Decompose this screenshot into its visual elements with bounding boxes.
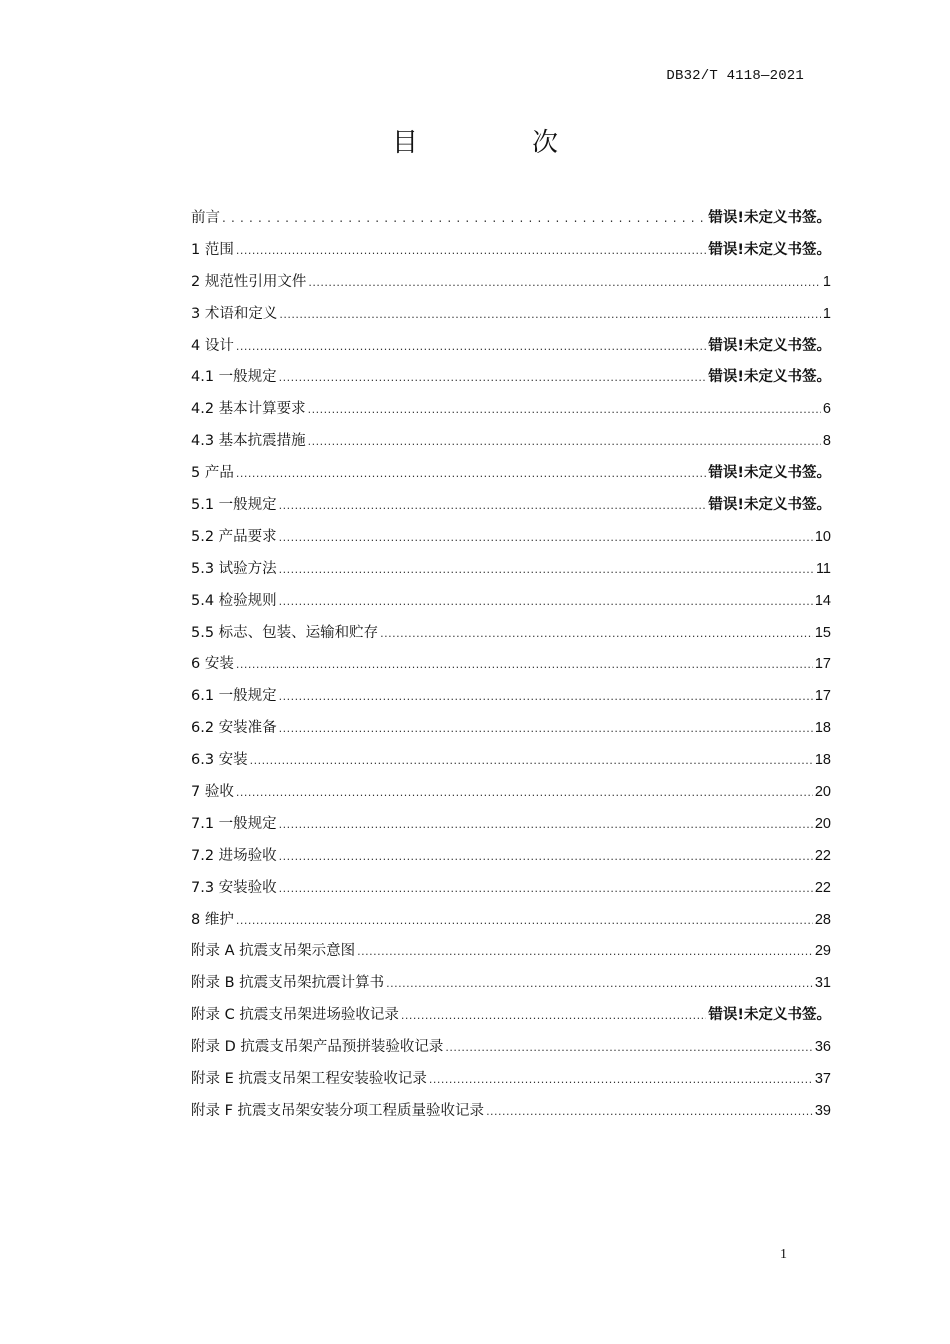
toc-entry[interactable]	[191, 812, 831, 844]
toc-dot-leader	[279, 690, 813, 703]
toc-dot-leader	[279, 850, 813, 863]
toc-entry[interactable]	[191, 1067, 831, 1099]
toc-entry[interactable]	[191, 238, 831, 270]
toc-entry-label: 前言	[191, 210, 220, 226]
toc-entry-label: 7.2 进场验收	[191, 847, 277, 864]
toc-entry-page: 17	[814, 656, 831, 673]
toc-entry-label: 5.5 标志、包装、运输和贮存	[191, 624, 379, 641]
toc-entry[interactable]	[191, 557, 831, 589]
toc-dot-leader	[308, 403, 821, 416]
toc-entry[interactable]	[191, 971, 831, 1003]
toc-entry-page: 错误!未定义书签。	[708, 241, 831, 258]
toc-entry-label: 附录 A 抗震支吊架示意图	[191, 943, 356, 960]
toc-entry-label: 2 规范性引用文件	[191, 273, 307, 290]
toc-list	[191, 206, 831, 1131]
toc-entry-page: 错误!未定义书签。	[708, 210, 831, 226]
toc-dot-leader	[236, 340, 707, 353]
toc-entry-page: 22	[814, 879, 831, 896]
toc-entry[interactable]	[191, 461, 831, 493]
toc-entry-label: 4.3 基本抗震措施	[191, 433, 306, 450]
toc-entry[interactable]	[191, 1099, 831, 1131]
toc-entry[interactable]	[191, 302, 831, 334]
toc-entry[interactable]	[191, 939, 831, 971]
toc-dot-leader	[236, 914, 813, 927]
toc-dot-leader	[429, 1073, 813, 1086]
toc-entry-label: 5.2 产品要求	[191, 528, 277, 545]
document-code: DB32/T 4118—2021	[666, 68, 804, 84]
toc-entry-label: 7 验收	[191, 784, 234, 801]
toc-entry-label: 4 设计	[191, 337, 234, 354]
toc-entry-page: 1	[822, 273, 831, 290]
toc-dot-leader	[236, 786, 813, 799]
toc-dot-leader	[279, 308, 821, 321]
toc-entry-page: 错误!未定义书签。	[708, 497, 831, 514]
toc-entry-label: 附录 D 抗震支吊架产品预拼装验收记录	[191, 1039, 444, 1056]
toc-entry-page: 20	[814, 784, 831, 801]
toc-entry[interactable]	[191, 589, 831, 621]
toc-title: 目 次	[391, 128, 602, 158]
toc-entry-label: 4.1 一般规定	[191, 369, 277, 386]
toc-dot-leader	[250, 754, 813, 767]
toc-entry[interactable]	[191, 493, 831, 525]
toc-entry[interactable]	[191, 621, 831, 653]
toc-entry-page: 错误!未定义书签。	[708, 1007, 831, 1024]
toc-entry[interactable]	[191, 780, 831, 812]
toc-entry-page: 6	[822, 401, 831, 418]
toc-entry[interactable]	[191, 334, 831, 366]
toc-entry-label: 1 范围	[191, 241, 234, 258]
toc-entry-page: 17	[814, 688, 831, 705]
toc-entry[interactable]	[191, 748, 831, 780]
toc-entry-label: 5.1 一般规定	[191, 497, 277, 514]
toc-dot-leader	[279, 818, 813, 831]
toc-dot-leader	[380, 627, 813, 640]
page-number: 1	[780, 1247, 787, 1262]
toc-dot-leader	[279, 499, 707, 512]
toc-entry-page: 37	[814, 1071, 831, 1088]
toc-dot-leader	[445, 1041, 812, 1054]
toc-dot-leader	[357, 945, 813, 958]
toc-entry-page: 15	[814, 624, 831, 641]
toc-entry[interactable]	[191, 270, 831, 302]
toc-entry-label: 7.3 安装验收	[191, 879, 277, 896]
toc-entry-page: 11	[815, 560, 831, 577]
toc-entry-page: 20	[814, 815, 831, 832]
toc-entry[interactable]	[191, 397, 831, 429]
toc-entry-label: 6.3 安装	[191, 752, 248, 769]
toc-entry[interactable]	[191, 1035, 831, 1067]
toc-entry-page: 29	[814, 943, 831, 960]
toc-entry[interactable]	[191, 844, 831, 876]
toc-entry-page: 错误!未定义书签。	[708, 337, 831, 354]
toc-entry-page: 18	[814, 720, 831, 737]
toc-dot-leader	[386, 977, 813, 990]
toc-entry[interactable]	[191, 652, 831, 684]
toc-entry-label: 5 产品	[191, 465, 234, 482]
toc-entry-page: 36	[814, 1039, 831, 1056]
toc-entry-label: 3 术语和定义	[191, 305, 278, 322]
toc-dot-leader	[236, 467, 707, 480]
toc-entry-page: 10	[814, 528, 831, 545]
toc-entry[interactable]	[191, 876, 831, 908]
toc-entry-label: 6.1 一般规定	[191, 688, 277, 705]
toc-entry-page: 31	[814, 975, 831, 992]
toc-dot-leader	[279, 531, 813, 544]
toc-entry-page: 39	[814, 1102, 831, 1119]
toc-entry-label: 附录 B 抗震支吊架抗震计算书	[191, 975, 385, 992]
toc-entry[interactable]	[191, 684, 831, 716]
toc-entry[interactable]	[191, 429, 831, 461]
toc-entry[interactable]	[191, 908, 831, 940]
toc-dot-leader	[222, 211, 706, 225]
toc-entry-page: 28	[814, 911, 831, 928]
toc-dot-leader	[236, 658, 813, 671]
toc-entry[interactable]	[191, 365, 831, 397]
toc-dot-leader	[308, 435, 821, 448]
toc-entry[interactable]	[191, 206, 831, 238]
toc-dot-leader	[279, 371, 707, 384]
toc-dot-leader	[401, 1009, 707, 1022]
toc-entry-label: 附录 F 抗震支吊架安装分项工程质量验收记录	[191, 1102, 485, 1119]
toc-entry[interactable]	[191, 1003, 831, 1035]
toc-entry-page: 错误!未定义书签。	[708, 369, 831, 386]
toc-entry[interactable]	[191, 525, 831, 557]
toc-entry-page: 8	[822, 433, 831, 450]
toc-dot-leader	[236, 244, 707, 257]
toc-entry-page: 1	[822, 305, 831, 322]
toc-entry-label: 6.2 安装准备	[191, 720, 277, 737]
toc-entry-page: 14	[814, 592, 831, 609]
toc-entry-label: 4.2 基本计算要求	[191, 401, 306, 418]
toc-dot-leader	[279, 882, 813, 895]
toc-entry-label: 附录 C 抗震支吊架进场验收记录	[191, 1007, 399, 1024]
toc-entry-page: 18	[814, 752, 831, 769]
toc-dot-leader	[308, 276, 821, 289]
toc-entry-label: 5.3 试验方法	[191, 560, 277, 577]
toc-entry-page: 错误!未定义书签。	[708, 465, 831, 482]
toc-dot-leader	[486, 1105, 813, 1118]
toc-dot-leader	[279, 595, 813, 608]
toc-entry-label: 8 维护	[191, 911, 234, 928]
toc-entry-label: 5.4 检验规则	[191, 592, 277, 609]
toc-entry[interactable]	[191, 716, 831, 748]
toc-dot-leader	[279, 722, 813, 735]
toc-entry-label: 7.1 一般规定	[191, 815, 277, 832]
toc-dot-leader	[279, 563, 814, 576]
toc-entry-label: 附录 E 抗震支吊架工程安装验收记录	[191, 1071, 427, 1088]
toc-entry-label: 6 安装	[191, 656, 234, 673]
toc-entry-page: 22	[814, 847, 831, 864]
